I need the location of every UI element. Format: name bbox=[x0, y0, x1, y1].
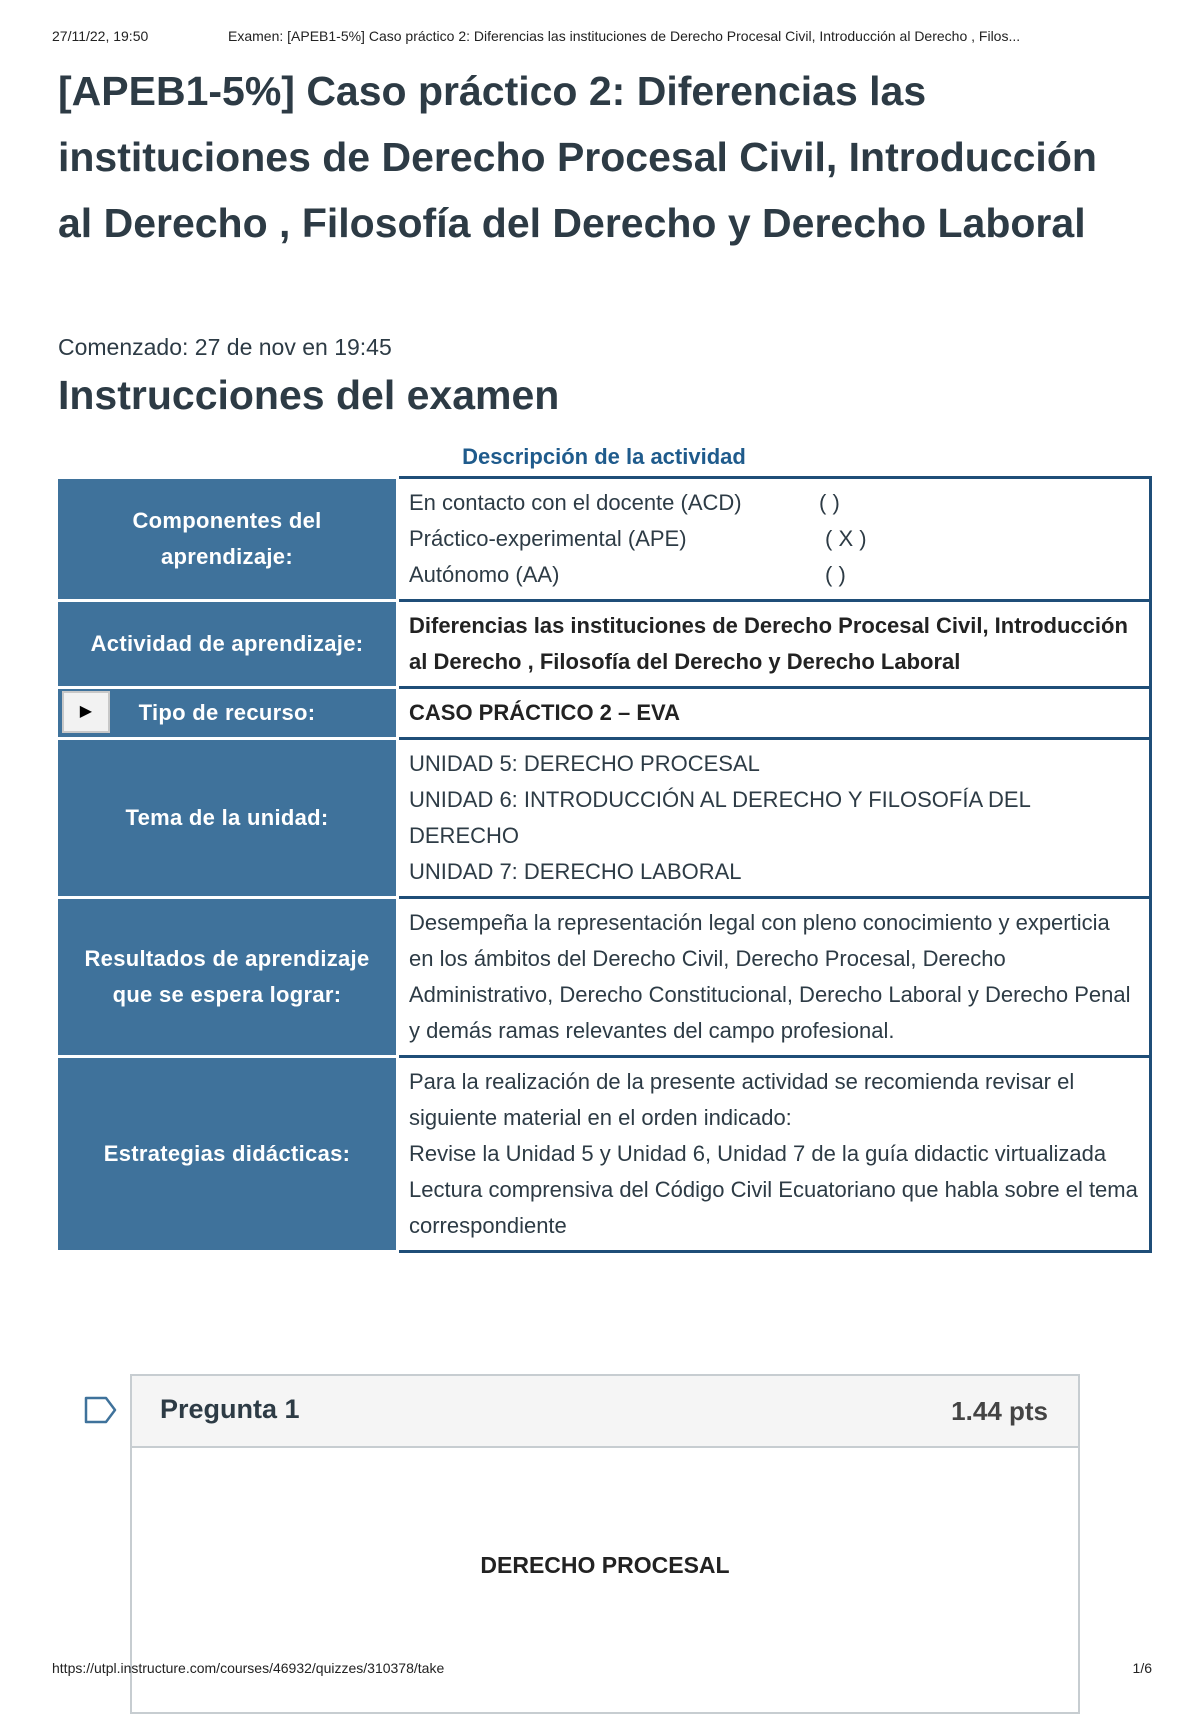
print-doc-title: Examen: [APEB1-5%] Caso práctico 2: Diferencias las instituciones de Derecho Procesal Civil, Introducción al Derecho , Filos... bbox=[228, 28, 1021, 44]
component-aa-label: Autónomo (AA) bbox=[409, 562, 560, 587]
component-aa bbox=[409, 557, 1139, 593]
print-url: https://utpl.instructure.com/courses/46932/quizzes/310378/take bbox=[52, 1660, 445, 1676]
component-ape bbox=[409, 521, 1139, 557]
description-heading: Descripción de la actividad bbox=[462, 444, 746, 469]
flag-question-icon[interactable] bbox=[84, 1396, 118, 1424]
activity-label: Actividad de aprendizaje: bbox=[58, 601, 398, 688]
strategy-item: Para la realización de la presente actividad se recomienda revisar el siguiente material en el orden indicado: bbox=[409, 1069, 1075, 1130]
components-label: Componentes del aprendizaje: bbox=[58, 478, 398, 601]
activity-description-table bbox=[58, 476, 1152, 1253]
results-label: Resultados de aprendizaje que se espera lograr: bbox=[58, 898, 398, 1057]
instructions-heading: Instrucciones del examen bbox=[58, 372, 560, 418]
table-row bbox=[58, 688, 1151, 739]
question-points: 1.44 pts bbox=[951, 1396, 1048, 1426]
resource-value: CASO PRÁCTICO 2 – EVA bbox=[398, 688, 1151, 739]
unit-label: Tema de la unidad: bbox=[58, 739, 398, 898]
results-value: Desempeña la representación legal con pleno conocimiento y experticia en los ámbitos del Derecho Civil, Derecho Procesal, Derecho Administrativo, Derecho Constitucional, Derecho Laboral y Derecho Penal y demás ramas relevantes del campo profesional. bbox=[398, 898, 1151, 1057]
unit-value bbox=[398, 739, 1151, 898]
table-row bbox=[58, 739, 1151, 898]
unit-item: UNIDAD 5: DERECHO PROCESAL bbox=[409, 751, 760, 776]
strategy-item: Revise la Unidad 5 y Unidad 6, Unidad 7 de la guía didactic virtualizada bbox=[409, 1141, 1107, 1166]
table-row bbox=[58, 478, 1151, 601]
print-date: 27/11/22, 19:50 bbox=[52, 28, 149, 44]
resource-label: Tipo de recurso: bbox=[138, 700, 316, 725]
components-value bbox=[398, 478, 1151, 601]
question-topic: DERECHO PROCESAL bbox=[480, 1552, 730, 1578]
component-acd-mark: ( ) bbox=[819, 490, 840, 515]
table-row bbox=[58, 1057, 1151, 1252]
strategies-label: Estrategias didácticas: bbox=[58, 1057, 398, 1252]
print-page-number: 1/6 bbox=[1132, 1660, 1152, 1676]
activity-value: Diferencias las instituciones de Derecho Procesal Civil, Introducción al Derecho , Filosofía del Derecho y Derecho Laboral bbox=[398, 601, 1151, 688]
component-ape-mark: ( X ) bbox=[825, 526, 867, 551]
component-ape-label: Práctico-experimental (APE) bbox=[409, 526, 687, 551]
table-row bbox=[58, 601, 1151, 688]
component-acd-label: En contacto con el docente (ACD) bbox=[409, 490, 742, 515]
strategy-item: Lectura comprensiva del Código Civil Ecuatoriano que habla sobre el tema correspondiente bbox=[409, 1177, 1138, 1238]
started-timestamp: Comenzado: 27 de nov en 19:45 bbox=[58, 334, 392, 360]
page-title: [APEB1-5%] Caso práctico 2: Diferencias las instituciones de Derecho Procesal Civil, Introducción al Derecho , Filosofía del Derecho y Derecho Laboral bbox=[58, 68, 1097, 246]
component-aa-mark: ( ) bbox=[825, 562, 846, 587]
table-row bbox=[58, 898, 1151, 1057]
print-footer bbox=[52, 1660, 1152, 1676]
resource-label-cell bbox=[58, 688, 398, 739]
play-icon[interactable]: ▶ bbox=[62, 691, 110, 733]
unit-item: UNIDAD 7: DERECHO LABORAL bbox=[409, 859, 742, 884]
strategies-value bbox=[398, 1057, 1151, 1252]
component-acd bbox=[409, 485, 1139, 521]
question-name: Pregunta 1 bbox=[160, 1394, 300, 1424]
question-header bbox=[132, 1376, 1078, 1448]
unit-item: UNIDAD 6: INTRODUCCIÓN AL DERECHO Y FILOSOFÍA DEL DERECHO bbox=[409, 787, 1031, 848]
